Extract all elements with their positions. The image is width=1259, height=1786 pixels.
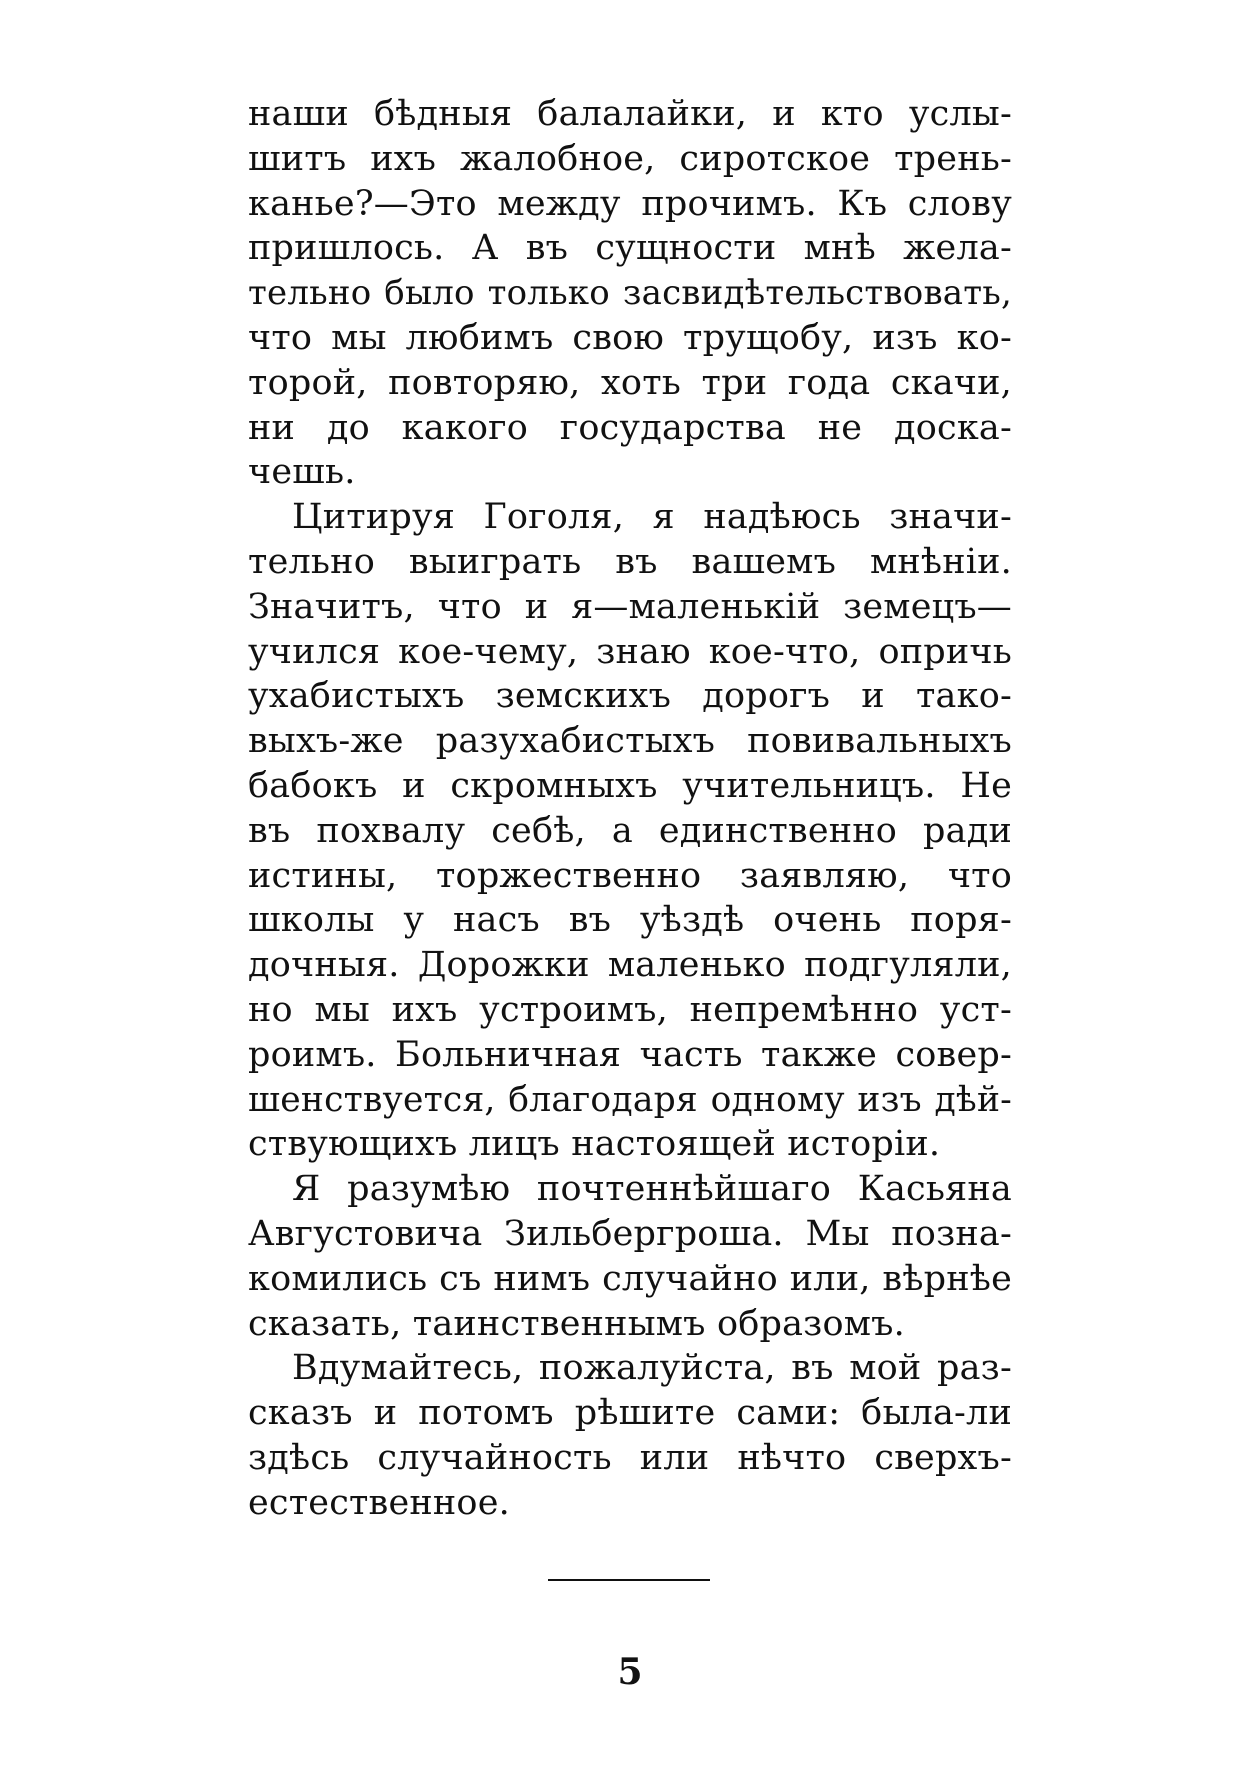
text-line: въ похвалу себѣ, а единственно ради: [248, 810, 1012, 851]
text-line: канье?—Это между прочимъ. Къ слову: [248, 183, 1012, 224]
text-line: шенствуется, благодаря одному изъ дѣй-: [248, 1079, 1012, 1120]
text-line: Августовича Зильбергроша. Мы позна-: [248, 1213, 1012, 1254]
page-number: 5: [617, 1651, 643, 1693]
text-line: Вдумайтесь, пожалуйста, въ мой раз-: [292, 1348, 1012, 1389]
section-divider: [548, 1579, 710, 1581]
text-line: ствующихъ лицъ настоящей исторіи.: [248, 1124, 941, 1165]
text-line: Значитъ, что и я—маленькій земецъ—: [248, 586, 1012, 627]
text-line: роимъ. Больничная часть также совер-: [248, 1034, 1012, 1075]
text-line: сказъ и потомъ рѣшите сами: была-ли: [248, 1393, 1012, 1434]
text-line: наши бѣдныя балалайки, и кто услы-: [248, 94, 1012, 134]
body-text: [248, 92, 1012, 1526]
text-line: торой, повторяю, хоть три года скачи,: [248, 362, 1012, 403]
text-line: но мы ихъ устроимъ, непремѣнно уст-: [248, 989, 1012, 1030]
text-line: сказать, таинственнымъ образомъ.: [248, 1303, 905, 1344]
text-line: здѣсь случайность или нѣчто сверхъ-: [248, 1437, 1012, 1478]
text-line: тельно выиграть въ вашемъ мнѣніи.: [248, 541, 1012, 582]
text-line: ухабистыхъ земскихъ дорогъ и тако-: [248, 676, 1012, 717]
text-line: дочныя. Дорожки маленько подгуляли,: [248, 945, 1012, 986]
text-line: естественное.: [248, 1482, 510, 1523]
text-line: что мы любимъ свою трущобу, изъ ко-: [248, 317, 1012, 358]
text-line: чешь.: [248, 452, 356, 493]
text-line: тельно было только засвидѣтельствовать,: [248, 273, 1012, 314]
text-line: учился кое-чему, знаю кое-что, опричь: [248, 631, 1012, 672]
text-line: истины, торжественно заявляю, что: [248, 855, 1012, 896]
text-line: бабокъ и скромныхъ учительницъ. Не: [248, 765, 1012, 806]
text-line: комились съ нимъ случайно или, вѣрнѣе: [248, 1258, 1012, 1299]
text-line: выхъ-же разухабистыхъ повивальныхъ: [248, 721, 1012, 762]
text-line: пришлось. А въ сущности мнѣ жела-: [248, 228, 1012, 269]
text-line: шитъ ихъ жалобное, сиротское трень-: [248, 138, 1012, 179]
text-line: ни до какого государства не доска-: [248, 407, 1012, 448]
text-line: Цитируя Гоголя, я надѣюсь значи-: [292, 497, 1012, 538]
text-line: Я разумѣю почтеннѣйшаго Касьяна: [292, 1169, 1012, 1210]
text-line: школы у насъ въ уѣздѣ очень поря-: [248, 900, 1012, 941]
